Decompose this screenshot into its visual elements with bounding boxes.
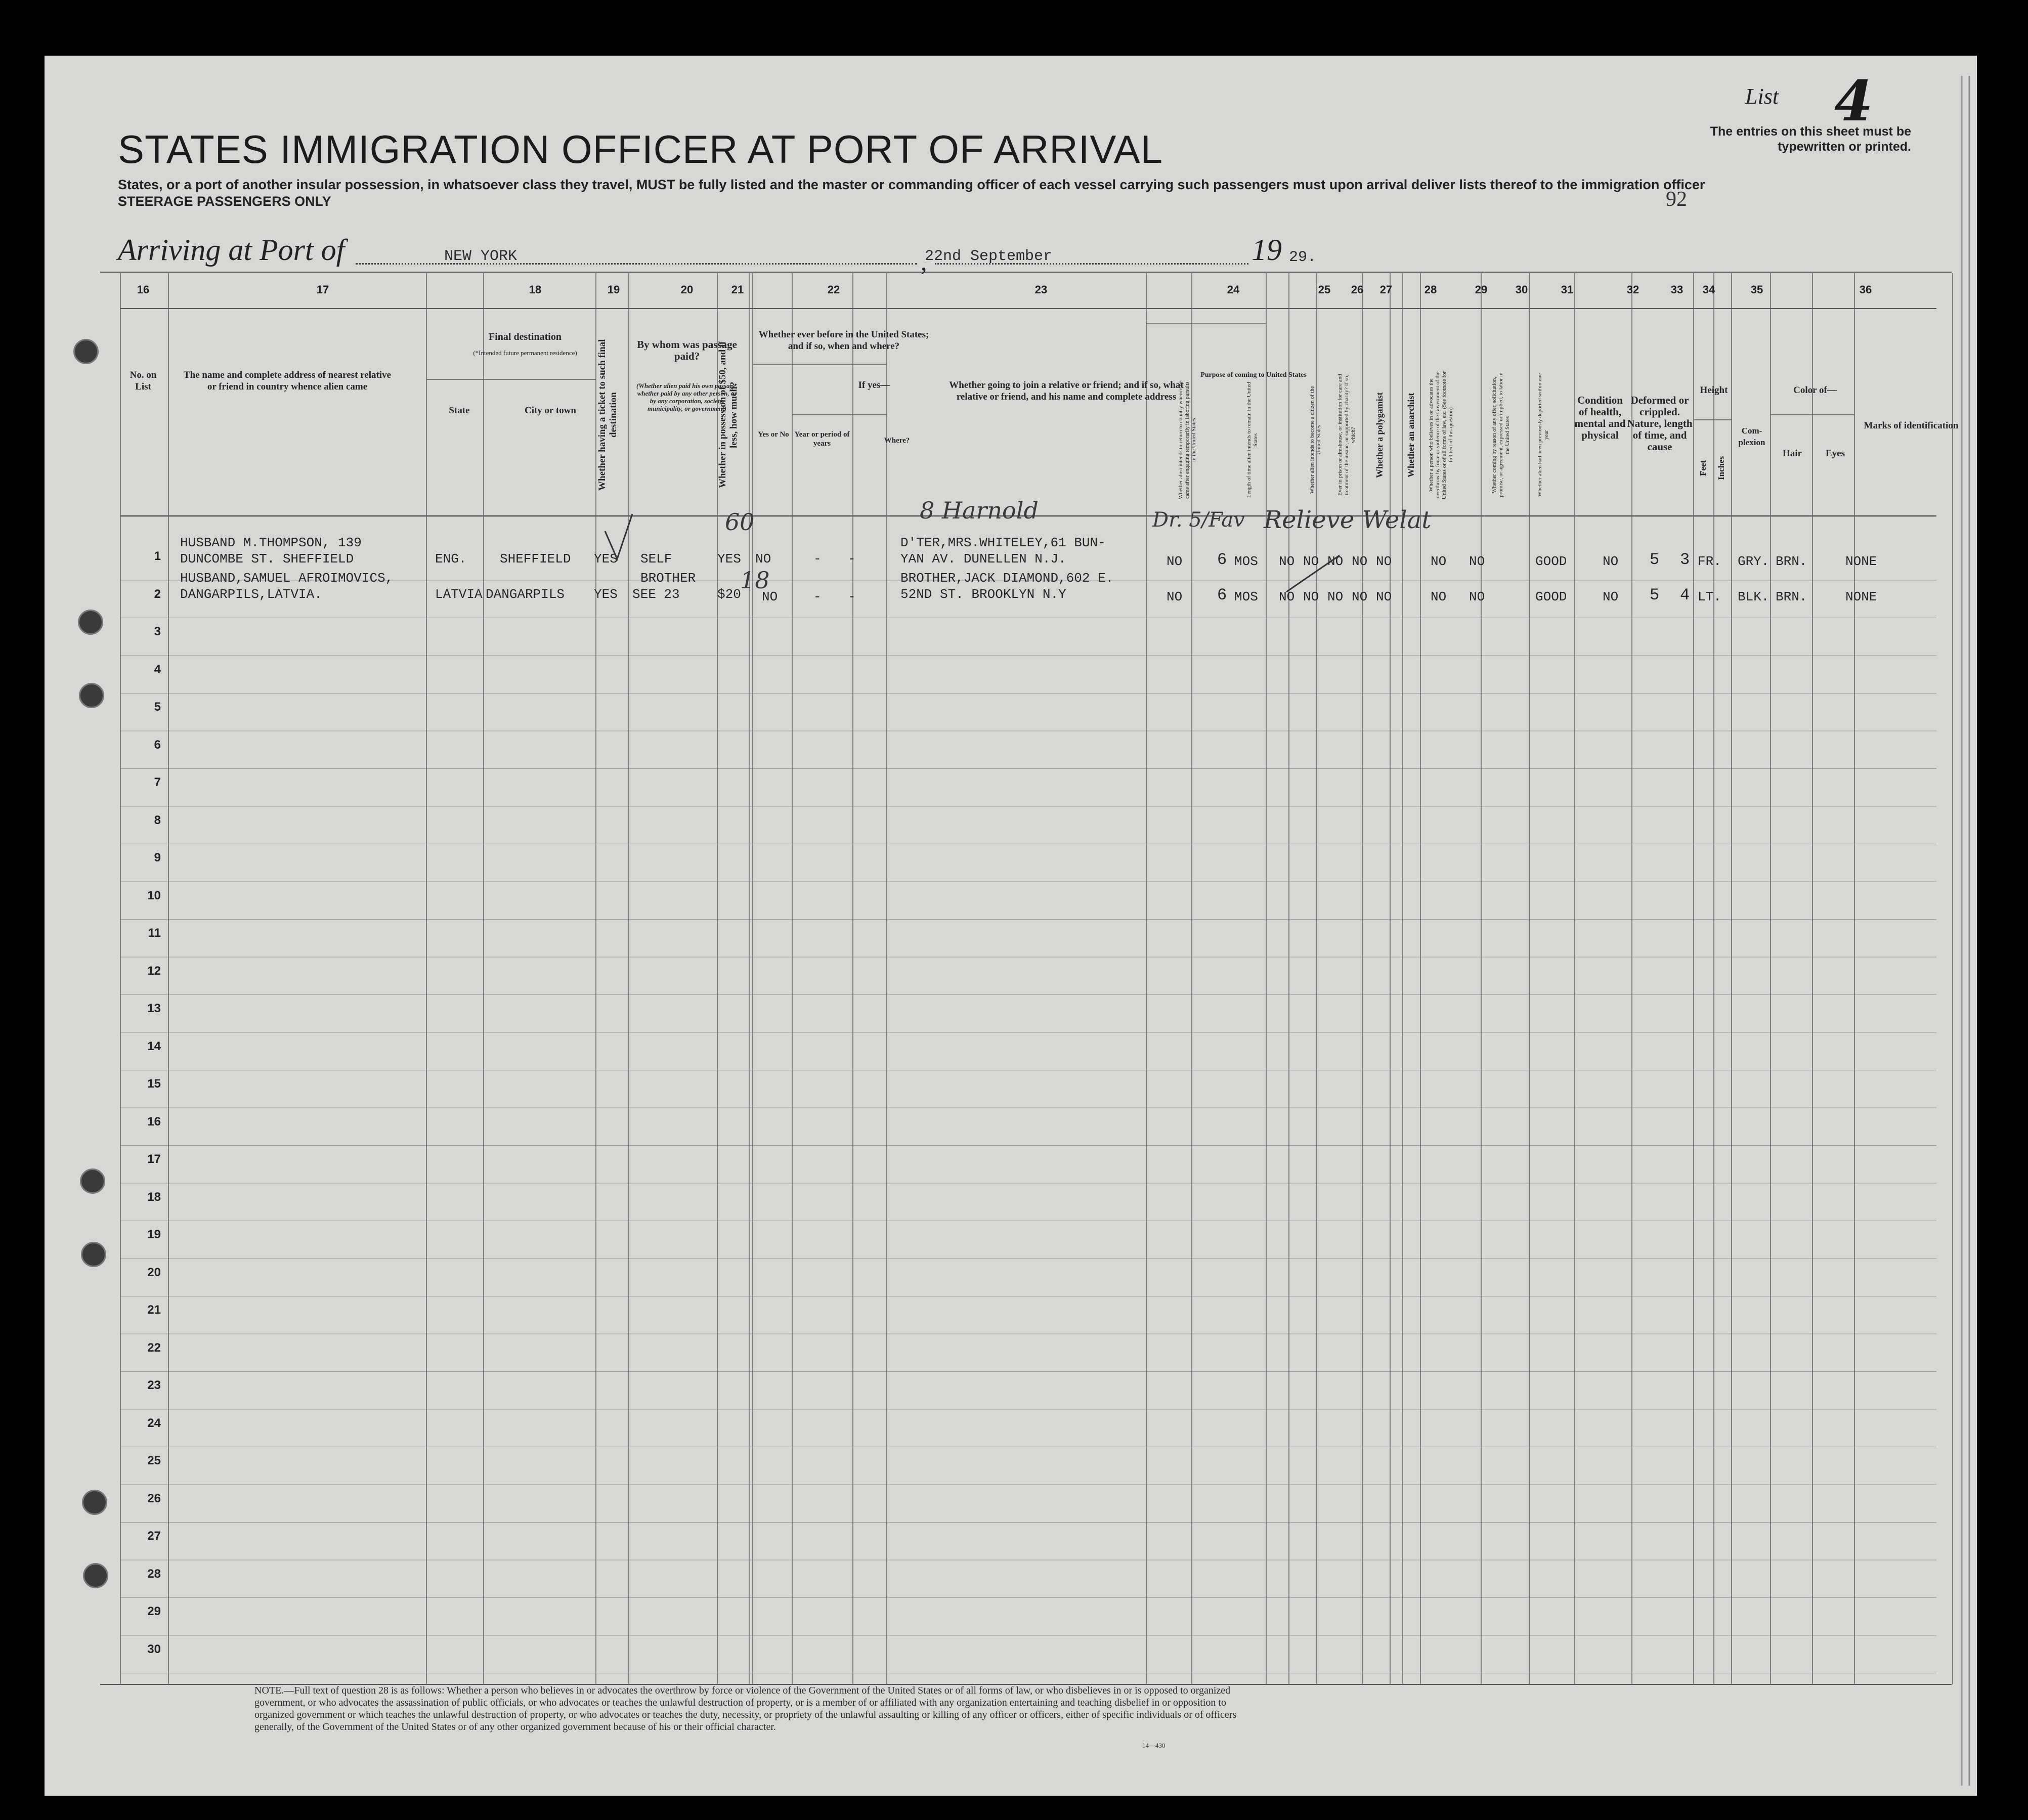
- page-subtitle: States, or a port of another insular possession, in whatsoever class they travel, MUST be fully listed and the master or commanding officer of each vessel carrying such passengers must upon arrival deliver lists thereof to the immigration officer: [118, 177, 1705, 192]
- list-label: List: [1745, 84, 1779, 109]
- join-line2: 52ND ST. BROOKLYN N.Y: [900, 587, 1066, 602]
- prison: NO: [1303, 589, 1319, 604]
- colnum-36: 36: [1859, 283, 1872, 296]
- header-deformed: Deformed or crippled. Nature, length of time, and cause: [1627, 394, 1693, 453]
- arriving-label: Arriving at Port of: [118, 233, 345, 267]
- row-number: 7: [154, 775, 161, 789]
- header-ticket: Whether having a ticket to such final destination: [597, 339, 619, 491]
- handwritten-note-col24: Dr. 5/Fav: [1152, 508, 1245, 532]
- paid-by: SELF: [640, 551, 672, 567]
- inches: 3: [1680, 550, 1690, 569]
- row-number: 9: [154, 851, 161, 864]
- page-title: STATES IMMIGRATION OFFICER AT PORT OF ARRIVAL: [118, 127, 1163, 171]
- punch-hole: [79, 683, 104, 708]
- table-grid: [45, 56, 1977, 1796]
- row-number: 4: [154, 662, 161, 676]
- sheet-number: 92: [1666, 188, 1687, 211]
- header-no-on-list: No. on List: [130, 370, 157, 392]
- punch-hole: [83, 1563, 108, 1588]
- manifest-sheet: [45, 56, 1977, 1796]
- row-number: 3: [154, 625, 161, 638]
- handwritten-note-col21-b: 18: [740, 567, 770, 594]
- header-eyes: Eyes: [1826, 448, 1845, 459]
- colnum-35: 35: [1750, 283, 1763, 296]
- colnum-33: 33: [1670, 283, 1684, 296]
- header-prison: Ever in prison or almshouse, or institution for care and treatment of the insane, or supported by charity? If so, which?: [1337, 374, 1356, 496]
- deported: NO: [1469, 589, 1485, 604]
- handwritten-note-col24-b: Relieve Welat: [1264, 506, 1432, 534]
- marks: NONE: [1845, 554, 1877, 569]
- complexion: FR.: [1698, 554, 1721, 569]
- row-number: 20: [147, 1265, 161, 1279]
- city: DANGARPILS: [486, 587, 565, 602]
- colnum-29: 29: [1475, 283, 1488, 296]
- row-number: 16: [147, 1114, 161, 1129]
- row-number: 18: [147, 1190, 161, 1204]
- join-line1: D'TER,MRS.WHITELEY,61 BUN-: [900, 535, 1106, 550]
- paid-by-line2: SEE 23: [632, 587, 680, 602]
- before-year: -: [813, 589, 822, 604]
- health: GOOD: [1535, 554, 1567, 569]
- header-hair: Hair: [1783, 448, 1802, 459]
- relative-line1: HUSBAND M.THOMPSON, 139: [180, 535, 362, 550]
- feet: 5: [1650, 550, 1660, 569]
- header-anarchist: Whether an anarchist: [1406, 393, 1416, 478]
- handwritten-stroke-icon: [1284, 551, 1345, 597]
- header-city: City or town: [524, 405, 577, 416]
- colnum-34: 34: [1702, 283, 1715, 296]
- offer: NO: [1431, 589, 1447, 604]
- handwritten-note-col23: 8 Harnold: [920, 497, 1039, 524]
- inches: 4: [1680, 586, 1690, 604]
- row-number: 17: [147, 1152, 161, 1166]
- eyes: BRN.: [1776, 554, 1807, 569]
- header-before-in-us: Whether ever before in the United States; and if so, when and where?: [758, 329, 929, 352]
- hair: BLK.: [1738, 589, 1770, 604]
- relative-line2: DUNCOMBE ST. SHEFFIELD: [180, 551, 354, 567]
- date-value: 22nd September: [925, 248, 1053, 265]
- header-height: Height: [1700, 385, 1728, 396]
- list-number: 4: [1834, 68, 1873, 134]
- punch-hole: [82, 1490, 107, 1515]
- footnote-question-28: NOTE.—Full text of question 28 is as follows: Whether a person who believes in or advocates the overthrow by force or violence of the Government of the United States or of all forms of law, or who disbelieves in or is opposed to organized government, or who advocates the assassination of public officials, or who advocates or teaches the unlawful destruction of property, or is a member of or affiliated with any organization entertaining and teaching disbelief in or opposition to organized government or which teaches the unlawful destruction of property, or who advocates or teaches the duty, necessity, or propriety of the unlawful assaulting or killing of any officer or officers, either of specific individuals or of officers generally, of the Government of the United States or of any other organized government because of his or their official character.: [254, 1685, 1237, 1732]
- complexion: LT.: [1698, 589, 1721, 604]
- return: NO: [1167, 589, 1183, 604]
- length-num: 6: [1217, 550, 1227, 569]
- header-final-destination: Final destination: [489, 331, 562, 342]
- colnum-30: 30: [1515, 283, 1528, 296]
- before-yes-no: NO: [762, 589, 778, 604]
- colnum-20: 20: [680, 283, 694, 296]
- typewritten-instructions: The entries on this sheet must be typewritten or printed.: [1710, 124, 1911, 154]
- before-where: -: [848, 589, 856, 604]
- row-number: 22: [147, 1340, 161, 1355]
- header-money: Whether in possession of $50, and if less, how much?: [717, 341, 739, 489]
- punch-hole: [73, 339, 99, 364]
- anarchist: NO: [1352, 554, 1368, 569]
- length-unit: MOS: [1234, 589, 1258, 604]
- row-number: 25: [147, 1454, 161, 1467]
- prison: NO: [1303, 554, 1319, 569]
- punch-hole: [81, 1242, 106, 1267]
- header-deported: Whether alien had been previously deported within one year: [1537, 373, 1549, 497]
- colnum-26: 26: [1351, 283, 1364, 296]
- row-number: 10: [147, 888, 161, 902]
- handwritten-note-col21: 60: [725, 508, 755, 536]
- length-unit: MOS: [1234, 554, 1258, 569]
- header-where: Where?: [884, 437, 910, 445]
- colnum-22: 22: [827, 283, 840, 296]
- row-number: 14: [147, 1039, 161, 1053]
- port-value: NEW YORK: [444, 248, 517, 265]
- before-where: -: [848, 551, 856, 567]
- row-number: 24: [147, 1416, 161, 1430]
- row-number: 8: [154, 813, 161, 827]
- header-length-of-stay: Length of time alien intends to remain in the United States: [1246, 382, 1259, 498]
- join-line1: BROTHER,JACK DIAMOND,602 E.: [900, 571, 1114, 586]
- row-number: 28: [147, 1567, 161, 1581]
- header-final-destination-note: (*Intended future permanent residence): [473, 349, 577, 357]
- punch-hole: [78, 610, 103, 635]
- overthrow: NO: [1376, 589, 1392, 604]
- state: LATVIA: [435, 587, 483, 602]
- row-number: 1: [154, 549, 161, 563]
- before-year: -: [813, 551, 822, 567]
- paid-by: BROTHER: [640, 571, 696, 586]
- port-line: [356, 263, 917, 265]
- row-number: 15: [147, 1077, 161, 1091]
- marks: NONE: [1845, 589, 1877, 604]
- header-join-relative: Whether going to join a relative or friend; and if so, what relative or friend, and his name and complete address: [949, 380, 1184, 402]
- colnum-24: 24: [1227, 283, 1240, 296]
- header-complexion: Com-plexion: [1738, 426, 1765, 447]
- header-paid-by: By whom was passage paid?: [637, 338, 737, 362]
- polygamist: NO: [1327, 589, 1344, 604]
- relative-line2: DANGARPILS,LATVIA.: [180, 587, 322, 602]
- eyes: BRN.: [1776, 589, 1807, 604]
- colnum-28: 28: [1424, 283, 1437, 296]
- header-if-yes: If yes—: [858, 380, 890, 391]
- comma: ,: [921, 247, 927, 276]
- header-overthrow: Whether a person who believes in or advocates the overthrow by force or violence of the Government of the United States or of all forms of law, etc. (See footnote for full text of this question): [1428, 371, 1454, 499]
- ticket: YES: [594, 551, 618, 567]
- colnum-32: 32: [1626, 283, 1639, 296]
- feet: 5: [1650, 586, 1660, 604]
- citizen: NO: [1279, 554, 1295, 569]
- health: GOOD: [1535, 589, 1567, 604]
- colnum-19: 19: [607, 283, 620, 296]
- header-relative-address: The name and complete address of nearest relative or friend in country whence alien came: [183, 370, 392, 392]
- money: YES: [717, 551, 741, 567]
- deformed: NO: [1603, 554, 1619, 569]
- header-return: Whether alien intends to return to country whence he came after engaging temporarily in laboring pursuits in the United States: [1178, 381, 1197, 499]
- deported: NO: [1469, 554, 1485, 569]
- state: ENG.: [435, 551, 467, 567]
- colnum-17: 17: [316, 283, 329, 296]
- polygamist: NO: [1327, 554, 1344, 569]
- city: SHEFFIELD: [500, 551, 571, 567]
- before-yes-no: NO: [755, 551, 771, 567]
- deformed: NO: [1603, 589, 1619, 604]
- header-inches: Inches: [1716, 456, 1726, 480]
- header-yes-no: Yes or No: [758, 430, 789, 439]
- colnum-18: 18: [529, 283, 542, 296]
- header-year: Year or period of years: [794, 430, 850, 448]
- header-labor-offer: Whether coming by reason of any offer, solicitation, promise, or agreement, expressed or implied, to labor in the United States: [1491, 372, 1511, 498]
- anarchist: NO: [1352, 589, 1368, 604]
- year-prefix: 19: [1252, 233, 1282, 267]
- ticket: YES: [594, 587, 618, 602]
- row-number: 30: [147, 1642, 161, 1656]
- colnum-27: 27: [1379, 283, 1393, 296]
- year-suffix: 29.: [1289, 249, 1317, 266]
- colnum-23: 23: [1034, 283, 1048, 296]
- length-num: 6: [1217, 586, 1227, 604]
- overthrow: NO: [1376, 554, 1392, 569]
- header-polygamist: Whether a polygamist: [1374, 392, 1385, 478]
- header-state: State: [449, 405, 470, 416]
- row-number: 26: [147, 1491, 161, 1505]
- row-number: 21: [147, 1303, 161, 1317]
- header-health: Condition of health, mental and physical: [1574, 394, 1626, 441]
- row-number: 11: [148, 926, 161, 940]
- row-number: 2: [154, 587, 161, 601]
- row-number: 6: [154, 738, 161, 752]
- join-line2: YAN AV. DUNELLEN N.J.: [900, 551, 1066, 567]
- header-feet: Feet: [1698, 460, 1708, 476]
- money: $20: [717, 587, 741, 602]
- header-marks: Marks of identification: [1864, 420, 1959, 431]
- row-number: 5: [154, 700, 161, 714]
- hair: GRY.: [1738, 554, 1770, 569]
- row-number: 19: [147, 1228, 161, 1241]
- header-citizen: Whether alien intends to become a citizen of the United States: [1309, 386, 1322, 494]
- colnum-21: 21: [731, 283, 744, 296]
- row-number: 12: [147, 964, 161, 978]
- form-number: 14—430: [1142, 1742, 1166, 1749]
- checkmark-icon: [601, 511, 636, 567]
- row-number: 27: [147, 1529, 161, 1543]
- colnum-31: 31: [1561, 283, 1574, 296]
- relative-line1: HUSBAND,SAMUEL AFROIMOVICS,: [180, 571, 394, 586]
- offer: NO: [1431, 554, 1447, 569]
- punch-hole: [80, 1168, 105, 1194]
- header-color-of: Color of—: [1793, 385, 1837, 396]
- colnum-16: 16: [137, 283, 150, 296]
- row-number: 13: [147, 1002, 161, 1015]
- header-purpose: Purpose of coming to United States: [1200, 371, 1307, 379]
- row-number: 29: [147, 1605, 161, 1618]
- row-number: 23: [147, 1378, 161, 1392]
- colnum-25: 25: [1318, 283, 1331, 296]
- return: NO: [1167, 554, 1183, 569]
- steerage-label: STEERAGE PASSENGERS ONLY: [118, 194, 331, 209]
- header-paid-by-note: (Whether alien paid his own passage, whether paid by any other person, or by any corporation, society, municipality, or government): [636, 382, 738, 412]
- citizen: NO: [1279, 589, 1295, 604]
